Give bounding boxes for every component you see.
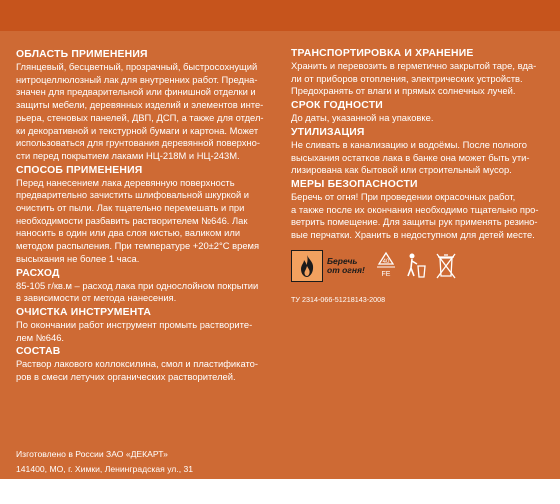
transport-text: Хранить и перевозить в герметично закрытой таре, вда- ли от приборов отопления, электрических устройств. Предохранять от влаги и прямых солнечных лучей. — [291, 60, 537, 97]
right-column — [291, 47, 548, 307]
safety-text: Беречь от огня! При проведении окрасочных работ, а также после их окончания необходимо тщательно про- ветрить помещение. Для защиты рук применять резино- вые перчатки. Хранить в недоступном для детей месте. — [291, 190, 539, 241]
maker-line1: Изготовлено в России ЗАО «ДЕКАРТ» — [16, 449, 168, 459]
top-band — [0, 0, 560, 31]
composition-text: Раствор лакового коллоксилина, смол и пластификато- ров в смеси летучих органических растворителей. — [16, 358, 259, 383]
area-title: ОБЛАСТЬ ПРИМЕНЕНИЯ — [16, 49, 148, 60]
label-panel — [0, 31, 560, 479]
recycle-code: FE — [381, 270, 391, 278]
area-text: Глянцевый, бесцветный, прозрачный, быстросохнущий нитроцеллюлозный лак для внутренних работ. Предна- значен для предварительной или финишной отделки и защиты мебели, деревянных изделий и элементов инте- рьера, стеновых панелей, ДВП, ДСП, а также для отдел- ки декоративной и текстурной бумаги и картона. Может использоваться для грунтования деревянной поверхно- сти перед покрытием лаками НЦ-218М и НЦ-243М. — [16, 61, 264, 161]
composition-title: СОСТАВ — [16, 346, 61, 358]
method-title: СПОСОБ ПРИМЕНЕНИЯ — [16, 164, 143, 176]
tidyman-icon — [403, 250, 429, 282]
flame-icon — [291, 250, 323, 282]
usage-title: РАСХОД — [16, 267, 60, 279]
fire-warning-line2: от огня! — [327, 264, 365, 275]
left-column — [16, 47, 276, 385]
shelf-title: СРОК ГОДНОСТИ — [291, 100, 383, 112]
shelf-text: До даты, указанной на упаковке. — [291, 112, 434, 124]
fire-warning — [327, 257, 369, 275]
safety-icons — [291, 250, 548, 282]
tu-code: ТУ 2314-066-51218143-2008 — [291, 294, 386, 304]
usage-text: 85-105 г/кв.м – расход лака при однослойном покрытии в зависимости от метода нанесения. — [16, 279, 259, 304]
maker-line2: 141400, МО, г. Химки, Ленинградская ул., 31 — [16, 464, 194, 474]
crossed-bin-icon — [433, 250, 459, 282]
safety-title: МЕРЫ БЕЗОПАСНОСТИ — [291, 178, 418, 190]
cleaning-title: ОЧИСТКА ИНСТРУМЕНТА — [16, 306, 152, 318]
method-text: Перед нанесением лака деревянную поверхность предварительно зачистить шлифовальной шкуркой и очистить от пыли. Лак тщательно перемешать и при необходимости разбавить растворителем №646. Лак наносить в один или два слоя кистью, валиком или методом распыления. При температуре +20±2°С время высыхания не более 1 часа. — [16, 176, 260, 264]
disposal-text: Не сливать в канализацию и водоёмы. После полного высыхания остатков лака в банке она может быть ути- лизирована как бытовой или строительный мусор. — [291, 138, 530, 176]
disposal-title: УТИЛИЗАЦИЯ — [291, 126, 365, 138]
transport-title: ТРАНСПОРТИРОВКА И ХРАНЕНИЕ — [291, 48, 474, 59]
recycle-icon — [373, 250, 399, 282]
bottom-band — [0, 479, 560, 504]
recycle-number: 40 — [382, 258, 390, 265]
cleaning-text: По окончании работ инструмент промыть растворите- лем №646. — [16, 318, 253, 343]
fire-warning-line1: Беречь — [327, 255, 358, 266]
